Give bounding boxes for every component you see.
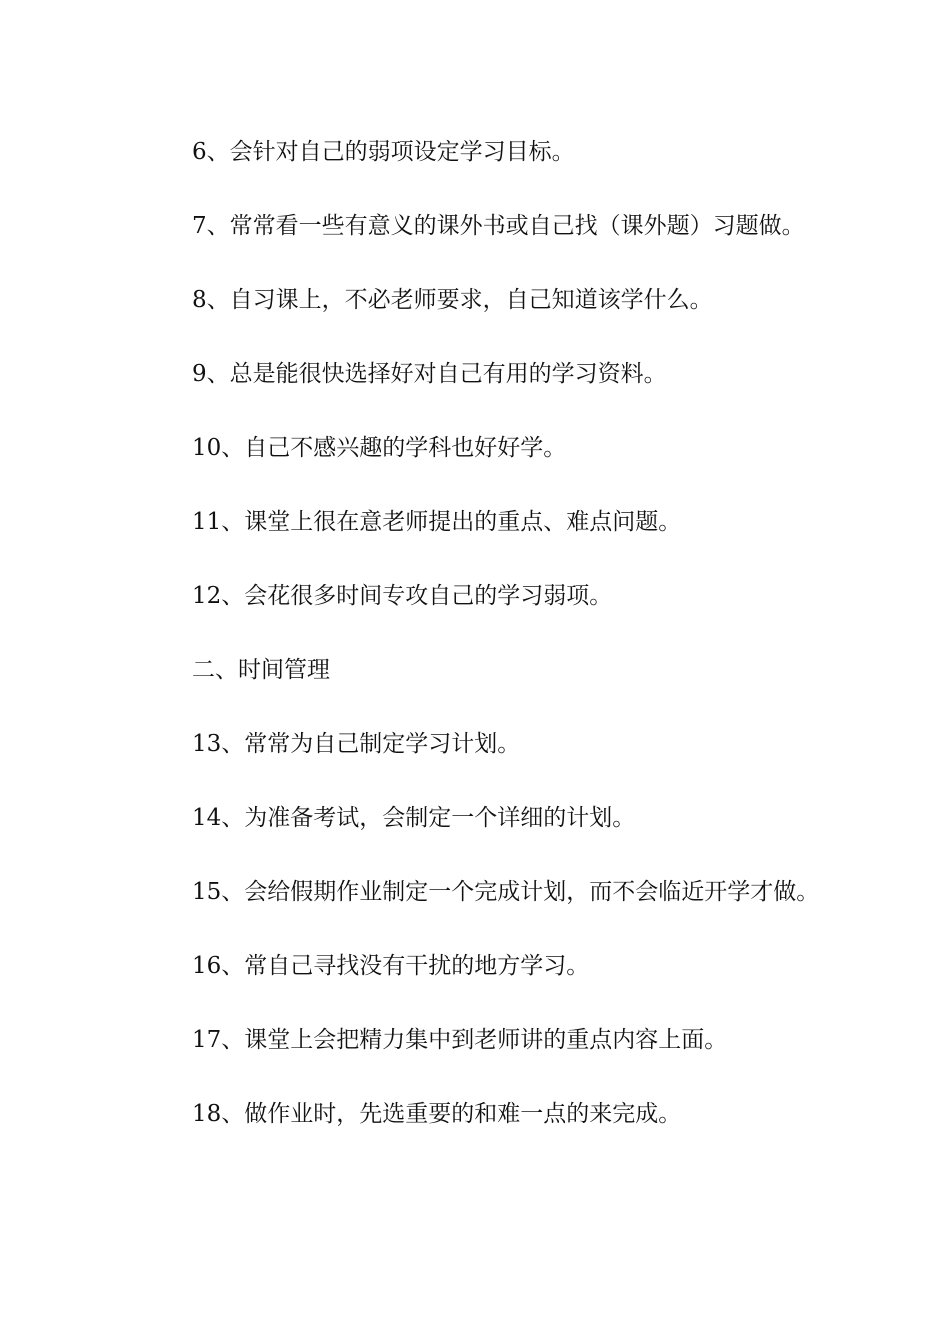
paragraph-item-15: 15、会给假期作业制定一个完成计划，而不会临近开学才做。 [192, 879, 820, 905]
paragraph-item-8: 8、自习课上，不必老师要求，自己知道该学什么。 [192, 287, 713, 313]
section-heading-time-management: 二、时间管理 [192, 657, 330, 683]
paragraph-item-11: 11、课堂上很在意老师提出的重点、难点问题。 [192, 509, 682, 535]
paragraph-item-9: 9、总是能很快选择好对自己有用的学习资料。 [192, 361, 667, 387]
paragraph-item-18: 18、做作业时，先选重要的和难一点的来完成。 [192, 1101, 682, 1127]
paragraph-item-14: 14、为准备考试，会制定一个详细的计划。 [192, 805, 636, 831]
document-body [145, 115, 825, 1151]
paragraph-item-10: 10、自己不感兴趣的学科也好好学。 [192, 435, 567, 461]
paragraph-item-16: 16、常自己寻找没有干扰的地方学习。 [192, 953, 590, 979]
paragraph-item-6: 6、会针对自己的弱项设定学习目标。 [192, 139, 575, 165]
paragraph-item-13: 13、常常为自己制定学习计划。 [192, 731, 521, 757]
paragraph-item-17: 17、课堂上会把精力集中到老师讲的重点内容上面。 [192, 1027, 728, 1053]
paragraph-item-7: 7、常常看一些有意义的课外书或自己找（课外题）习题做。 [192, 213, 805, 239]
paragraph-item-12: 12、会花很多时间专攻自己的学习弱项。 [192, 583, 613, 609]
